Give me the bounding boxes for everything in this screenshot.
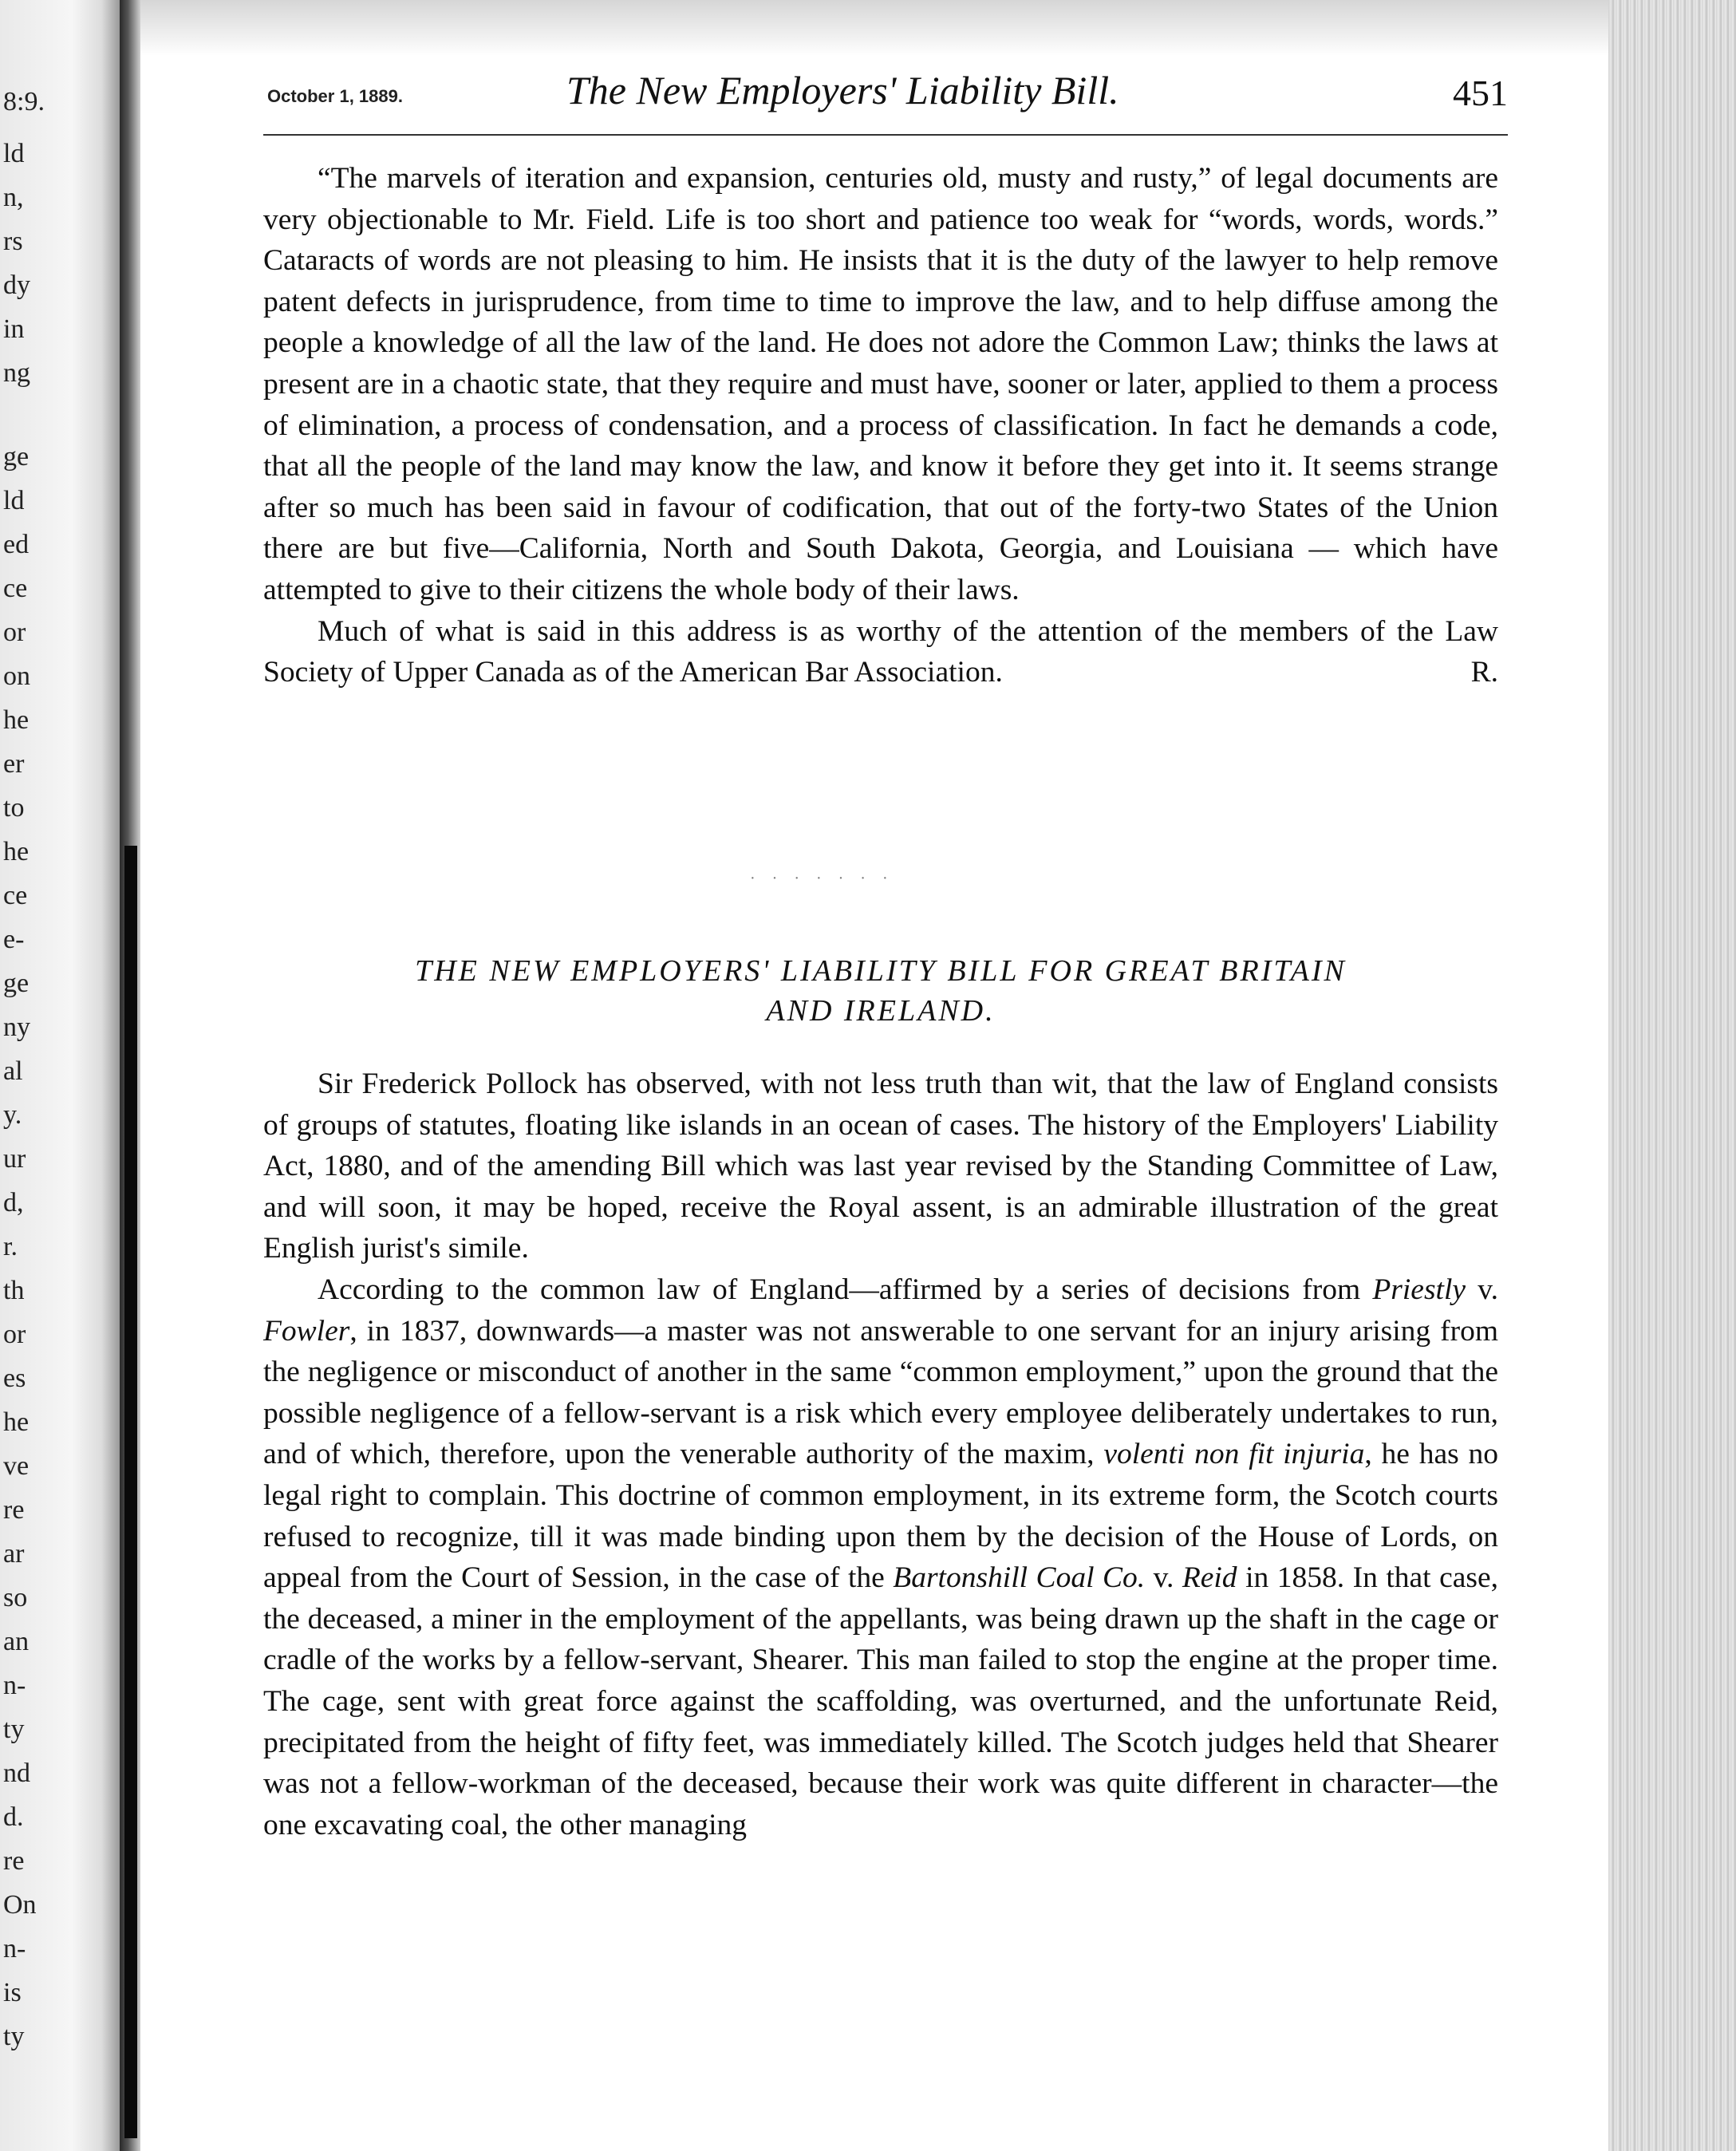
- margin-fragment: he: [3, 837, 30, 866]
- margin-fragment: re: [3, 1495, 25, 1525]
- margin-fragment: ce: [3, 881, 28, 910]
- text-run: According to the common law of England—affirmed by a series of decisions from: [318, 1273, 1373, 1306]
- header-title: The New Employers' Liability Bill.: [566, 68, 1119, 112]
- article-liability-text: [263, 1064, 1498, 1845]
- case-name: Priestly: [1372, 1273, 1466, 1306]
- margin-fragment: rs: [3, 227, 23, 256]
- margin-fragment: d,: [3, 1188, 24, 1218]
- margin-fragment: al: [3, 1056, 23, 1086]
- margin-fragment: y.: [3, 1100, 22, 1130]
- margin-fragment: so: [3, 1583, 28, 1612]
- heading-line-1: THE NEW EMPLOYERS' LIABILITY BILL FOR GREAT BRITAIN: [415, 954, 1347, 988]
- header-date: October 1, 1889.: [267, 86, 403, 106]
- margin-fragment: to: [3, 793, 25, 823]
- text-run: , in 1837, downwards—a master was not answerable to one servant for an injury arising from the negligence or misconduct of another in the same “common employment,” upon the ground that the possible negligence of a fellow-servant is a risk which every employee deliberately undertakes to run, and of which, therefore, upon the venerable authority of the maxim,: [263, 1314, 1498, 1471]
- author-signature: R.: [1470, 656, 1498, 689]
- article-codification-text: [263, 158, 1498, 693]
- margin-fragment: or: [3, 1320, 26, 1349]
- margin-fragment: dy: [3, 270, 30, 300]
- heading-line-2: AND IRELAND.: [766, 994, 996, 1028]
- margin-fragment: n-: [3, 1671, 26, 1700]
- paragraph: [263, 611, 1498, 693]
- paragraph: [263, 1269, 1498, 1845]
- text-run: v.: [1145, 1561, 1182, 1595]
- page-number: 451: [1453, 73, 1508, 113]
- margin-fragment: on: [3, 661, 30, 691]
- margin-fragment: he: [3, 1407, 30, 1437]
- margin-fragment: ge: [3, 442, 30, 472]
- margin-fragment: ld: [3, 486, 25, 515]
- margin-fragment: On: [3, 1890, 37, 1920]
- text-run: in 1858. In that case, the deceased, a miner in the employment of the appellants, was being drawn up the shaft in the cage or cradle of the works by a fellow-servant, Shearer. This man failed to stop the engine at the proper time. The cage, sent with great force against the scaffolding, was overturned, and the unfortunate Reid, precipitated from the height of fifty feet, was immediately killed. The Scotch judges held that Shearer was not a fellow-workman of the deceased, because their work was quite different in character—the one excavating coal, the other managing: [263, 1561, 1498, 1841]
- margin-fragment: nd: [3, 1758, 30, 1788]
- section-heading: [263, 951, 1498, 1031]
- margin-fragment: or: [3, 618, 26, 647]
- case-name: Bartonshill Coal Co.: [893, 1561, 1146, 1595]
- margin-fragment: ty: [3, 2022, 25, 2051]
- margin-fragment: r.: [3, 1232, 18, 1261]
- margin-fragment: he: [3, 705, 30, 735]
- margin-fragment: th: [3, 1276, 25, 1305]
- margin-fragment: ur: [3, 1144, 26, 1174]
- text-run: , he has no legal right to complain. This doctrine of common employment, in its extreme form, the Scotch courts refused to recognize, till it was made binding upon them by the decision of the House of Lords, on appeal from the Court of Session, in the case of the: [263, 1438, 1498, 1595]
- running-header: [263, 64, 1508, 128]
- margin-fragment: ty: [3, 1715, 25, 1744]
- gutter-shadow: [124, 846, 137, 2138]
- margin-fragment: ar: [3, 1539, 25, 1569]
- margin-fragment: re: [3, 1846, 25, 1876]
- section-separator: · · · · · · ·: [750, 870, 894, 887]
- facing-page-text-fragments: [3, 80, 51, 2058]
- page-edge-right: [1608, 0, 1736, 2151]
- margin-fragment: ng: [3, 358, 30, 388]
- margin-fragment: n,: [3, 183, 24, 212]
- scan-top-edge: [120, 0, 1612, 56]
- paragraph-text: Much of what is said in this address is as worthy of the attention of the members of the Law Society of Upper Canada as of the American Bar Association.: [263, 614, 1498, 689]
- margin-fragment: in: [3, 314, 25, 344]
- margin-fragment: es: [3, 1364, 26, 1393]
- margin-fragment: ve: [3, 1451, 30, 1481]
- text-run: v.: [1466, 1273, 1498, 1306]
- margin-fragment: is: [3, 1978, 22, 2007]
- margin-fragment: d.: [3, 1802, 24, 1832]
- margin-fragment: er: [3, 749, 25, 779]
- margin-fragment: n-: [3, 1934, 26, 1964]
- paragraph: “The marvels of iteration and expansion, centuries old, musty and rusty,” of legal documents are very objectionable to Mr. Field. Life is too short and patience too weak for “words, words, words.” Cataracts of words are not pleasing to him. He insists that it is the duty of the lawyer to help remove patent defects in jurisprudence, from time to time to improve the law, and to help diffuse among the people a knowledge of all the law of the land. He does not adore the Common Law; thinks the laws at present are in a chaotic state, that they require and must have, sooner or later, applied to them a process of elimination, a process of condensation, and a process of classification. In fact he demands a code, that all the people of the land may know the law, and know it before they get into it. It seems strange after so much has been said in favour of codification, that out of the forty-two States of the Union there are but five—California, North and South Dakota, Georgia, and Louisiana — which have attempted to give to their citizens the whole body of their laws.: [263, 162, 1498, 606]
- margin-fragment: ce: [3, 574, 28, 603]
- margin-fragment: ny: [3, 1012, 30, 1042]
- margin-fragment: ld: [3, 139, 25, 168]
- margin-fragment: an: [3, 1627, 30, 1656]
- margin-fragment: ed: [3, 530, 30, 559]
- case-name: Fowler: [263, 1314, 350, 1348]
- latin-maxim: volenti non fit injuria: [1103, 1438, 1365, 1471]
- margin-fragment: ge: [3, 969, 30, 998]
- margin-fragment: e-: [3, 925, 25, 954]
- header-rule: [263, 134, 1508, 136]
- paragraph: Sir Frederick Pollock has observed, with not less truth than wit, that the law of England consists of groups of statutes, floating like islands in an ocean of cases. The history of the Employers' Liability Act, 1880, and of the amending Bill which was last year revised by the Standing Committee of Law, and will soon, it may be hoped, receive the Royal assent, is an admirable illustration of the great English jurist's simile.: [263, 1068, 1498, 1265]
- case-name: Reid: [1182, 1561, 1237, 1595]
- margin-fragment: 8:9.: [3, 87, 45, 116]
